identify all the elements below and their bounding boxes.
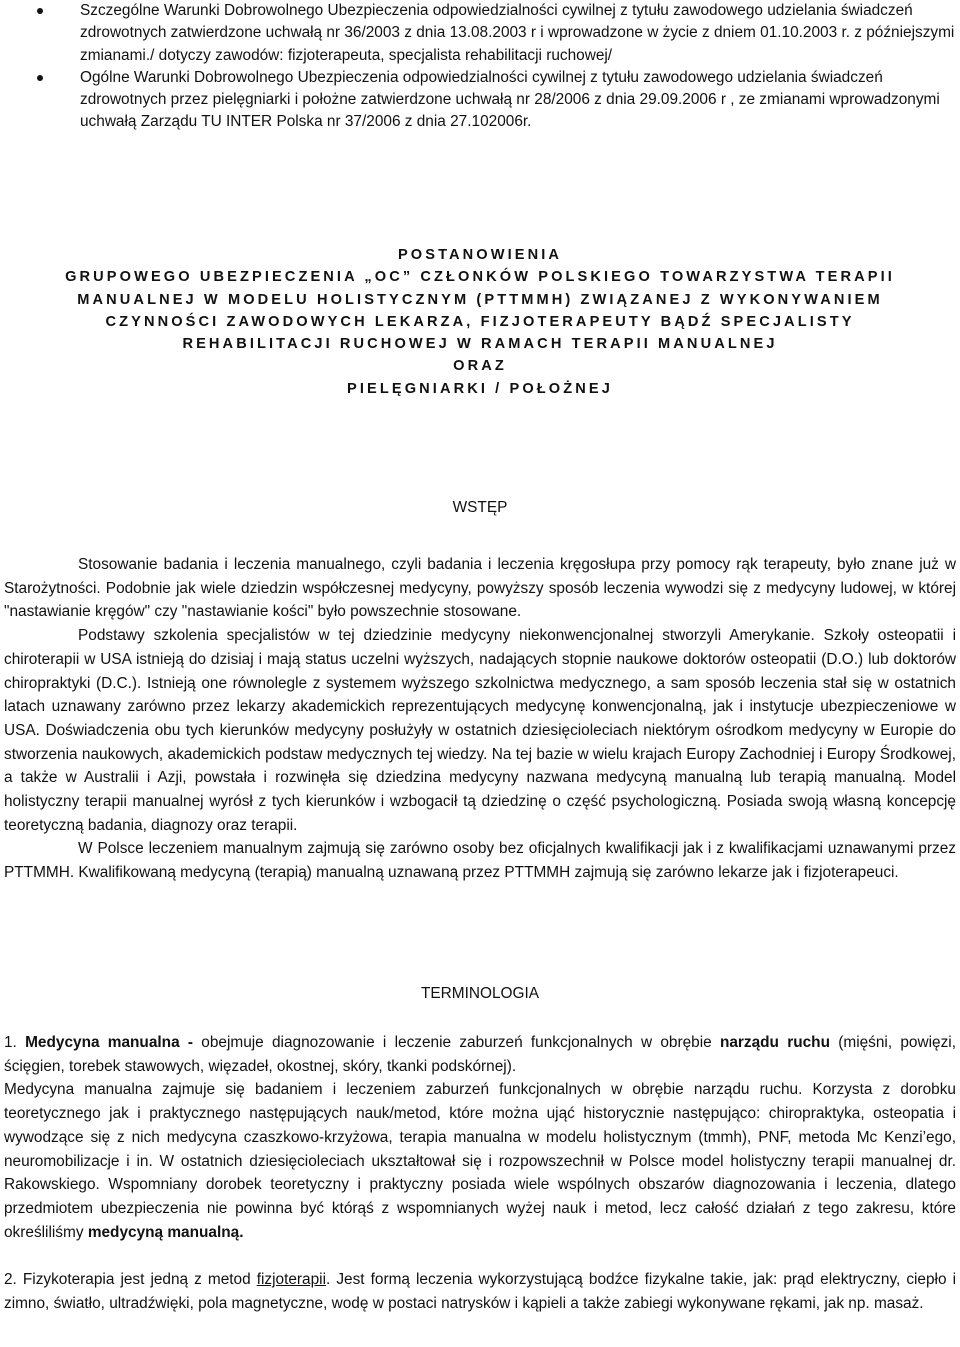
term-detail-text: Medycyna manualna zajmuje się badaniem i leczeniem zaburzeń funkcjonalnych w obrębie narządu ruchu. Korzysta z dorobku teoretycznego jak i praktycznego następujących nauk/metod, które można ująć historycznie następująco: chiropraktyka, osteopatia i wywodzące się z nich medycyna czaszkowo-krzyżowa, terapia manualna w modelu holistycznym (tmmh), PNF, metoda Mc Kenzi’ego, neuromobilizacje i in. W ostatnich dziesięcioleciach ukształtował się i rozpowszechnił w Polsce model holistyczny terapii manualnej dr. Rakowskiego. Wspomniany dorobek teoretyczny i praktyczny posiada wiele wspólnych obszarów diagnozowania i leczenia, dlatego przedmiotem ubezpieczenia nie powinna być którąś z wspomnianych wyżej nauk i metod, lecz całość działań z tego zakresu, które określiliśmy — [4, 1081, 956, 1241]
bullet-text: Szczególne Warunki Dobrowolnego Ubezpieczenia odpowiedzialności cywilnej z tytułu zawodowego udzielania świadczeń zdrowotnych zatwierdzone uchwałą nr 36/2003 z dnia 13.08.2003 r i wprowadzone w życie z dniem 01.10.2003 r. z późniejszymi zmianami./ dotyczy zawodów: fizjoterapeuta, specjalista rehabilitacji ruchowej/ — [80, 2, 955, 64]
bullet-list — [0, 0, 960, 134]
terminologia-section — [4, 1031, 956, 1315]
bullet-item-1 — [0, 0, 960, 67]
wstep-paragraph-3: W Polsce leczeniem manualnym zajmują się zarówno osoby bez oficjalnych kwalifikacji jak i z kwalifikacjami uznawanymi przez PTTMMH. Kwalifikowaną medycyną (terapią) manualną uznawaną przez PTTMMH zajmują się zarówno lekarze jak i fizjoterapeuci. — [4, 840, 956, 882]
bullet-item-2 — [0, 67, 960, 134]
bullet-dot-icon — [37, 8, 43, 14]
terminologia-heading: TERMINOLOGIA — [420, 985, 539, 1002]
bullet-dot-icon — [37, 75, 43, 81]
title-line: ORAZ — [453, 358, 507, 375]
document-title — [0, 244, 960, 400]
title-line: MANUALNEJ W MODELU HOLISTYCZNYM (PTTMMH) ZWIĄZANEJ Z WYKONYWANIEM — [77, 291, 883, 308]
title-line: GRUPOWEGO UBEZPIECZENIA „OC” CZŁONKÓW POLSKIEGO TOWARZYSTWA TERAPII — [65, 269, 895, 286]
title-line: PIELĘGNIARKI / POŁOŻNEJ — [347, 380, 613, 397]
wstep-paragraph-2: Podstawy szkolenia specjalistów w tej dziedzinie medycyny niekonwencjonalnej stworzyli Amerykanie. Szkoły osteopatii i chiroterapii w USA istnieją do dzisiaj i mają status uczelni wyższych, nadających stopnie naukowe doktorów osteopatii (D.O.) lub doktorów chiropraktyki (D.C.). Istnieją one równolegle z systemem wyższego szkolnictwa medycznego, a sam sposób leczenia stał się w ostatnich latach uznawany zarówno przez lekarzy akademickich reprezentujących medycynę konwencjonalną, jak i instytucje ubezpieczeniowe w USA. Doświadczenia obu tych kierunków medycyny posłużyły w ostatnich dziesięcioleciach niektórym ośrodkom medycyny w Europie do stworzenia naukowych, akademickich podstaw medycznych tej wiedzy. Na tej bazie w wielu krajach Europy Zachodniej i Europy Środkowej, a także w Australii i Azji, powstała i rozwinęła się dziedzina medycyny nazwana medycyną manualną lub terapią manualną. Model holistyczny terapii manualnej wyrósł z tych kierunków i wzbogacił tą dziedzinę o część psychologiczną. Posiada swoją własną koncepcję teoretyczną badania, diagnozy oraz terapii. — [4, 627, 956, 834]
term-text: (mięśni, powięzi, ścięgien, torebek stawowych, więzadeł, okostnej, skóry, tkanki podskórnej). — [4, 1034, 956, 1075]
term-number: 1. — [4, 1034, 17, 1051]
term-text: 2. Fizykoterapia jest jedną z metod — [4, 1271, 257, 1289]
wstep-heading: WSTĘP — [452, 499, 508, 516]
term-text: obejmuje diagnozowanie i leczenie zaburzeń funkcjonalnych w obrębie — [193, 1034, 720, 1051]
term-item-1-detail — [4, 1078, 956, 1244]
wstep-paragraph-1: Stosowanie badania i leczenia manualnego, czyli badania i leczenia kręgosłupa przy pomocy rąk terapeuty, było znane już w Starożytności. Podobnie jak wiele dziedzin współczesnej medycyny, powyższy sposób leczenia wywodzi się z medycyny ludowej, w której "nastawianie kręgów" czy "nastawianie kości" było powszechnie stosowane. — [4, 556, 956, 621]
title-line: POSTANOWIENIA — [397, 247, 563, 263]
bullet-text: Ogólne Warunki Dobrowolnego Ubezpieczenia odpowiedzialności cywilnej z tytułu zawodowego udzielania świadczeń zdrowotnych przez pielęgniarki i położne zatwierdzone uchwałą nr 28/2006 z dnia 29.09.2006 r , ze zmianami wprowadzonymi uchwałą Zarządu TU INTER Polska nr 37/2006 z dnia 27.102006r. — [80, 68, 940, 131]
term-text: . Jest formą leczenia wykorzystującą bodźce fizykalne takie, jak: prąd elektryczny, ciepło i zimno, światło, ultradźwięki, pola magnetyczne, wodę w postaci natrysków i kąpieli a także zabiegi wykonywane rękami, jak np. masaż. — [4, 1271, 956, 1312]
term-detail-bold: medycyną manualną. — [87, 1223, 244, 1241]
fizjoterapii-link[interactable]: fizjoterapii — [256, 1271, 327, 1289]
term-name: Medycyna manualna - — [25, 1034, 194, 1051]
term-bold: narządu ruchu — [719, 1034, 830, 1051]
wstep-section — [4, 553, 956, 885]
title-line: CZYNNOŚCI ZAWODOWYCH LEKARZA, FIZJOTERAPEUTY BĄDŹ SPECJALISTY — [105, 313, 855, 330]
title-line: REHABILITACJI RUCHOWEJ W RAMACH TERAPII MANUALNEJ — [182, 336, 778, 353]
term-item-1 — [4, 1031, 956, 1078]
term-item-2 — [4, 1268, 956, 1315]
